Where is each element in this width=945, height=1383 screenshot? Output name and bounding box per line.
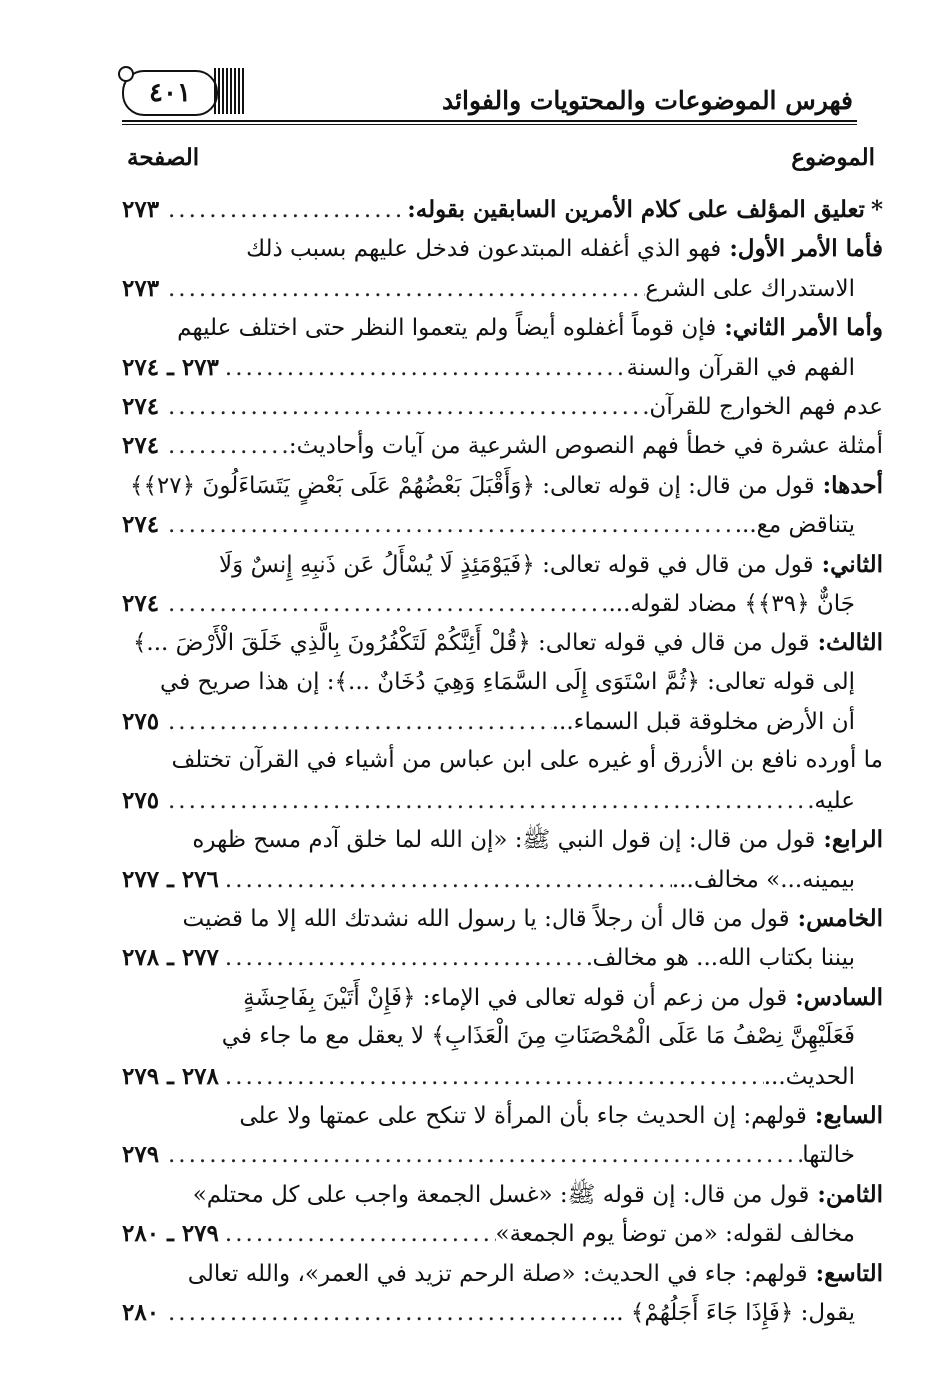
index-line (122, 978, 883, 1017)
index-line (122, 1096, 883, 1135)
entry-body: فهو الذي أغفله المبتدعون فدخل عليهم بسبب ذلك (246, 236, 722, 263)
index-line (122, 741, 883, 780)
entry-body: يقول: ﴿فَإِذَا جَاءَ أَجَلُهُمْ﴾ ... (601, 1299, 855, 1326)
index-line (122, 190, 883, 229)
entry-body: خالتها (802, 1142, 855, 1169)
page-ref: ٢٧٤ (122, 589, 160, 617)
dot-leader (162, 427, 289, 466)
entry-text (735, 506, 855, 545)
entry-text (645, 270, 855, 309)
entry-text (814, 782, 855, 821)
entry-body: قول من قال في قوله تعالى: ﴿قُلْ أَئِنَّكُمْ لَتَكْفُرُونَ بِالَّذِي خَلَقَ الْأَرْضَ ...﴾ (132, 630, 810, 657)
index-line (122, 781, 883, 820)
entry-text (672, 861, 855, 900)
dot-leader (219, 1058, 764, 1097)
entry-text (172, 741, 884, 780)
entry-text (602, 1294, 855, 1333)
ornament-icon (118, 66, 134, 82)
index-line (122, 1017, 883, 1056)
entry-text (246, 229, 883, 269)
entry-text (289, 427, 883, 466)
entry-label: الثالث: (809, 629, 883, 657)
index-line (122, 1175, 883, 1214)
index-line (122, 505, 883, 544)
entry-text (552, 703, 855, 742)
index-line (122, 820, 883, 859)
page-ref: ٢٧٦ ـ ٢٧٧ (122, 865, 219, 893)
entry-body: ما أورده نافع بن الأزرق أو غيره على ابن عباس من أشياء في القرآن تختلف (171, 747, 883, 774)
page-ref: ٢٧٤ (122, 511, 160, 539)
entry-body: فَعَلَيْهِنَّ نِصْفُ مَا عَلَى الْمُحْصَنَاتِ مِنَ الْعَذَابِ﴾ لا يعقل مع ما جاء في (221, 1023, 855, 1050)
page-ref: ٢٧٣ ـ ٢٧٤ (122, 353, 219, 381)
page-ref: ٢٧٣ (122, 274, 160, 302)
entry-body: قول من قال أن رجلاً قال: يا رسول الله نشدتك الله إلا ما قضيت (182, 906, 790, 933)
entry-label: الثاني: (813, 550, 883, 578)
entry-body: يتناقض مع... (734, 512, 855, 539)
entry-text (496, 1215, 855, 1254)
page-number-badge (122, 70, 218, 116)
entry-text (222, 1017, 855, 1056)
dot-leader (162, 1294, 602, 1333)
index-line (122, 860, 883, 899)
page-ref: ٢٧٨ ـ ٢٧٩ (122, 1062, 219, 1090)
ornament-bars (214, 68, 246, 114)
entry-label: الثامن: (809, 1180, 883, 1208)
entry-body: الفهم في القرآن والسنة (626, 354, 855, 381)
entry-body: قول من قال: إن قول النبي ﷺ: «إن الله لما خلق آدم مسح ظهره (192, 827, 816, 854)
dot-leader (162, 388, 649, 427)
index-line (122, 426, 883, 465)
index-line (122, 308, 883, 347)
entry-text (188, 1254, 883, 1294)
entry-text (239, 1096, 883, 1136)
dot-leader (219, 1215, 496, 1254)
entry-body: قولهم: جاء في الحديث: «صلة الرحم تزيد في العمر»، والله تعالى (187, 1260, 808, 1287)
topic-column-header: الموضوع (791, 144, 875, 171)
entry-body: تعليق المؤلف على كلام الأمرين السابقين بقوله: (407, 196, 865, 223)
entry-text (160, 663, 855, 702)
page-title: فهرس الموضوعات والمحتويات والفوائد (441, 86, 853, 115)
page-ref: ٢٧٧ ـ ٢٧٨ (122, 944, 219, 972)
entry-label: الرابع: (815, 826, 883, 854)
index-line (122, 229, 883, 268)
dot-leader (162, 703, 552, 742)
index-line (122, 1135, 883, 1174)
dot-leader (162, 270, 645, 309)
page-ref: ٢٧٤ (122, 432, 160, 460)
index-line (122, 1214, 883, 1253)
index-line (122, 899, 883, 938)
entry-body: جَانٌّ ﴿٣٩﴾﴾ مضاد لقوله... (608, 590, 855, 617)
index-line (122, 387, 883, 426)
entry-body: قول من قال في قوله تعالى: ﴿فَيَوْمَئِذٍ لَا يُسْأَلُ عَن ذَنبِهِ إِنسٌ وَلَا (219, 551, 814, 578)
entry-text (649, 388, 883, 427)
dot-leader (162, 1136, 802, 1175)
index-entries (122, 190, 883, 1332)
entry-body: عليه (814, 787, 855, 814)
entry-text (219, 545, 883, 585)
entry-label: الخامس: (789, 905, 883, 933)
entry-label: السابع: (806, 1101, 883, 1129)
bullet-star: * (870, 196, 883, 223)
header-divider (122, 120, 857, 122)
index-line (122, 938, 883, 977)
index-line (122, 1254, 883, 1293)
entry-body: الحديث... (763, 1063, 855, 1090)
entry-body: قول من قال: إن قوله ﷺ: «غسل الجمعة واجب على كل محتلم» (192, 1181, 810, 1208)
entry-body: إلى قوله تعالى: ﴿ثُمَّ اسْتَوَى إِلَى السَّمَاءِ وَهِيَ دُخَانٌ ...﴾: إن هذا صريح في (160, 668, 855, 695)
dot-leader (219, 939, 593, 978)
entry-body: أن الأرض مخلوقة قبل السماء... (551, 709, 855, 736)
dot-leader (162, 585, 608, 624)
page-ref: ٢٧٩ (122, 1141, 160, 1169)
entry-body: الاستدراك على الشرع (645, 275, 855, 302)
entry-text (407, 190, 883, 229)
dot-leader (162, 782, 814, 821)
entry-text (593, 939, 855, 978)
entry-text (802, 1136, 855, 1175)
dot-leader (162, 506, 735, 545)
index-line (122, 1057, 883, 1096)
entry-text (130, 466, 883, 506)
page-header (122, 64, 857, 122)
page-ref: ٢٧٤ (122, 392, 160, 420)
index-line (122, 1293, 883, 1332)
page-number: ٤٠١ (149, 78, 191, 108)
index-line (122, 623, 883, 662)
index-line (122, 663, 883, 702)
entry-text (608, 585, 855, 624)
entry-text (627, 349, 855, 388)
entry-text (177, 308, 883, 348)
index-line (122, 702, 883, 741)
page-ref: ٢٧٣ (122, 196, 160, 223)
entry-text (193, 1175, 883, 1215)
entry-text (133, 623, 883, 663)
page-ref: ٢٨٠ (122, 1298, 160, 1326)
entry-label: السادس: (787, 983, 883, 1011)
entry-text (182, 899, 883, 939)
entry-body: عدم فهم الخوارج للقرآن (649, 393, 883, 420)
entry-body: قولهم: إن الحديث جاء بأن المرأة لا تنكح على عمتها ولا على (239, 1102, 807, 1129)
dot-leader (162, 191, 407, 230)
entry-body: بيمينه...» مخالف... (671, 866, 855, 893)
dot-leader (219, 861, 672, 900)
index-line (122, 269, 883, 308)
page-ref: ٢٧٥ (122, 786, 160, 814)
index-line (122, 584, 883, 623)
entry-body: قول من زعم أن قوله تعالى في الإماء: ﴿فَإِنْ أَتَيْنَ بِفَاحِشَةٍ (243, 984, 788, 1011)
entry-text (192, 820, 883, 860)
dot-leader (219, 349, 627, 388)
entry-label: وأما الأمر الثاني: (716, 314, 883, 342)
entry-text (764, 1058, 855, 1097)
index-line (122, 348, 883, 387)
entry-body: فإن قوماً أغفلوه أيضاً ولم يتعموا النظر حتى اختلف عليهم (177, 315, 717, 342)
page-ref: ٢٧٩ ـ ٢٨٠ (122, 1220, 219, 1248)
entry-body: بيننا بكتاب الله... هو مخالف (592, 945, 855, 972)
entry-label: أحدها: (814, 471, 883, 499)
page-ref: ٢٧٥ (122, 708, 160, 736)
entry-text (243, 978, 883, 1018)
header-divider-thin (122, 124, 857, 125)
index-line (122, 466, 883, 505)
page-column-header: الصفحة (127, 144, 200, 171)
entry-body: قول من قال: إن قوله تعالى: ﴿وَأَقْبَلَ بَعْضُهُمْ عَلَى بَعْضٍ يَتَسَاءَلُونَ ﴿٢٧﴾﴾ (129, 472, 815, 499)
entry-label: التاسع: (807, 1259, 883, 1287)
entry-body: أمثلة عشرة في خطأ فهم النصوص الشرعية من آيات وأحاديث: (288, 433, 883, 460)
entry-body: مخالف لقوله: «من توضأ يوم الجمعة» (495, 1221, 855, 1248)
index-line (122, 545, 883, 584)
entry-label: فأما الأمر الأول: (721, 235, 883, 263)
